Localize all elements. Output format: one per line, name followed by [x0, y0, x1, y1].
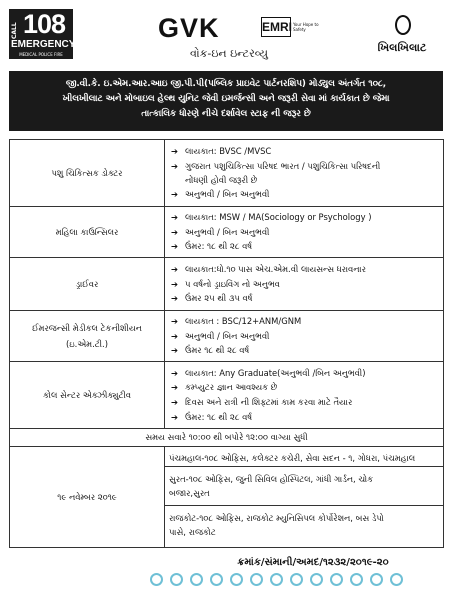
arrow-icon: ➔ — [171, 278, 179, 289]
detail-line: ➔ દિવસ અને રાત્રી ની શિફ્ટમાં કામ કરવા માટે તૈયાર — [171, 395, 443, 410]
detail-line: ➔ લાયકાત: BVSC /MVSC — [171, 144, 443, 159]
circle-icon — [170, 573, 183, 586]
venue-item: પંચમહાલ-૧૦૮ ઓફિસ, કલેક્ટર કચેરી, સેવા સદન - ૧, ગોધરા, પંચમહાલ — [165, 450, 443, 467]
circle-icon — [370, 573, 383, 586]
circle-icon — [150, 573, 163, 586]
emri-tagline: Your Hope to Safety — [293, 22, 319, 32]
arrow-icon: ➔ — [171, 212, 179, 223]
venue-line: બજાર,સુરત — [169, 488, 210, 498]
position-title: મહિલા કાઉન્સિલર — [10, 207, 165, 258]
circle-icon — [210, 573, 223, 586]
position-details — [165, 258, 444, 311]
arrow-icon: ➔ — [171, 264, 179, 275]
intro-box — [9, 71, 443, 131]
detail-line: ➔ ઉંમર ૧૮ થી ૨૮ વર્ષ — [171, 343, 443, 358]
position-details — [165, 362, 444, 429]
arrow-icon: ➔ — [171, 382, 179, 393]
arrow-icon: ➔ — [171, 316, 179, 327]
emri-logo-text: EMRI — [261, 17, 291, 37]
detail-line: ➔ લાયકાત: Any Graduate(અનુભવી /બિન અનુભવી) — [171, 366, 443, 381]
venue-line: સુરત-૧૦૮ ઓફિસ, જુની સિવિલ હોસ્પિટલ, ગાંધી ગાર્ડન, ચોક — [169, 474, 374, 484]
venue-item — [165, 467, 443, 506]
interview-date: ૧૯ નવેમ્બર ૨૦૧૯ — [10, 447, 165, 548]
detail-line: ➔ કમ્પ્યુટર જ્ઞાન આવશ્યક છે — [171, 380, 443, 395]
logo-call-text: CALL — [11, 22, 18, 39]
table-row — [10, 207, 444, 258]
position-title: પશુ ચિકિત્સક ડોક્ટર — [10, 140, 165, 207]
detail-continuation: નોંધણી હોવી જરૂરી છે — [185, 175, 258, 186]
table-row — [10, 447, 444, 548]
intro-line: જી.વી.કે. ઇ.એમ.આર.આઇ જી.પી.પી(પબ્લિક પ્રાઇવેટ પાર્ટનરશિપ) મોડ્યુલ અંતર્ગત ૧૦૮, — [65, 79, 387, 89]
position-title: ડ્રાઈવર — [10, 258, 165, 311]
table-row — [10, 258, 444, 311]
table-row — [10, 311, 444, 362]
venue-line: પાસે, રાજકોટ — [169, 527, 216, 537]
detail-line: ➔ ઉંમર: ૧૮ થી ૨૮ વર્ષ — [171, 239, 443, 254]
position-details — [165, 311, 444, 362]
detail-line: ➔ લાયકાત:ધો.૧૦ પાસ એચ.એમ.વી લાયસન્સ ધરાવનાર — [171, 262, 443, 277]
circle-icon — [190, 573, 203, 586]
positions-table — [9, 139, 444, 548]
logo-emergency: EMERGENCY — [11, 39, 76, 50]
child-face-icon — [395, 15, 411, 35]
logo-tagline: MEDICAL POLICE FIRE — [19, 52, 63, 57]
circle-icon — [290, 573, 303, 586]
circle-icon — [350, 573, 363, 586]
position-title-line: ઈમરજન્સી મેડીકલ ટેકનીશીયન — [32, 323, 142, 333]
arrow-icon: ➔ — [171, 241, 179, 252]
arrow-icon: ➔ — [171, 397, 179, 407]
reference-number: ક્રમાંક/સંમાની/અમદ/૧૨૩૨/૨૦૧૯-૨૦ — [237, 557, 389, 568]
circle-icon — [330, 573, 343, 586]
advertisement-sheet — [3, 3, 452, 571]
detail-line: ➔ અનુભવી / બિન અનુભવી — [171, 225, 443, 240]
venue-cell — [165, 447, 444, 548]
arrow-icon: ➔ — [171, 367, 179, 378]
circle-icon — [390, 573, 403, 586]
detail-line: ➔ લાયકાત : BSC/12+ANM/GNM — [171, 314, 443, 329]
detail-line: ➔ અનુભવી / બિન અનુભવી — [171, 187, 443, 202]
circle-icon — [230, 573, 243, 586]
gvk-logo-text: GVK — [158, 13, 220, 43]
table-row — [10, 140, 444, 207]
detail-line: ➔ ઉંમર: ૧૮ થી ૨૮ વર્ષ — [171, 410, 443, 425]
detail-line: ➔ લાયકાત: MSW / MA(Sociology or Psychology ) — [171, 210, 443, 225]
arrow-icon: ➔ — [171, 293, 179, 304]
decorative-circles — [150, 571, 450, 578]
arrow-icon: ➔ — [171, 146, 179, 157]
table-row — [10, 429, 444, 447]
detail-line: ➔ ઉંમર ૨૫ થી ૩૫ વર્ષ — [171, 291, 443, 306]
circle-icon — [310, 573, 323, 586]
detail-line: ➔ ગુજરાત પશુચિકિત્સા પરિષદ ભારત / પશુચિકિત્સા પરિષદની — [171, 159, 443, 174]
arrow-icon: ➔ — [171, 345, 179, 356]
position-details — [165, 140, 444, 207]
header — [3, 3, 452, 60]
khilkhilat-logo — [367, 15, 437, 55]
venue-line: રાજકોટ-૧૦૮ ઓફિસ, રાજકોટ મ્યુનિસિપલ કોર્પોરેશન, બસ ડેપો — [169, 513, 384, 523]
venue-item — [165, 506, 443, 545]
position-title — [10, 311, 165, 362]
intro-line: તાત્કાલિક ધોરણે નીચે દર્શાવેલ સ્ટાફ ની જરૂર છે — [141, 109, 311, 119]
position-title: કોલ સેન્ટર એક્ઝીક્યુટીવ — [10, 362, 165, 429]
circle-icon — [270, 573, 283, 586]
khilkhilat-text: ખિલખિલાટ — [377, 41, 427, 54]
circle-icon — [250, 573, 263, 586]
interview-timing: સમય સવારે ૧૦:૦૦ થી બપોરે ૧૨:૦૦ વાગ્યા સુધી — [10, 429, 444, 447]
logo-108-icon — [9, 9, 76, 59]
venue-list — [165, 450, 443, 544]
position-details — [165, 207, 444, 258]
table-row — [10, 362, 444, 429]
detail-line: ➔ પ વર્ષનો ડ્રાઇવિંગ નો અનુભવ — [171, 277, 443, 292]
walkin-title: વોક-ઇન ઇન્ટરવ્યુ — [189, 47, 268, 60]
arrow-icon: ➔ — [171, 160, 179, 171]
arrow-icon: ➔ — [171, 189, 179, 200]
logo-number: 108 — [23, 9, 66, 39]
arrow-icon: ➔ — [171, 411, 179, 422]
intro-line: ખીલખીલાટ અને મોબાઇલ હેલ્થ યુનિટ જેવી ઇમર્જન્સી અને જરૂરી સેવા માં કાર્યકાત છે જેમા — [62, 94, 390, 104]
detail-line: ➔ અનુભવી / બિન અનુભવી — [171, 329, 443, 344]
arrow-icon: ➔ — [171, 330, 179, 341]
position-title-line: (ઇ.એમ.ટી.) — [66, 339, 108, 349]
arrow-icon: ➔ — [171, 226, 179, 237]
